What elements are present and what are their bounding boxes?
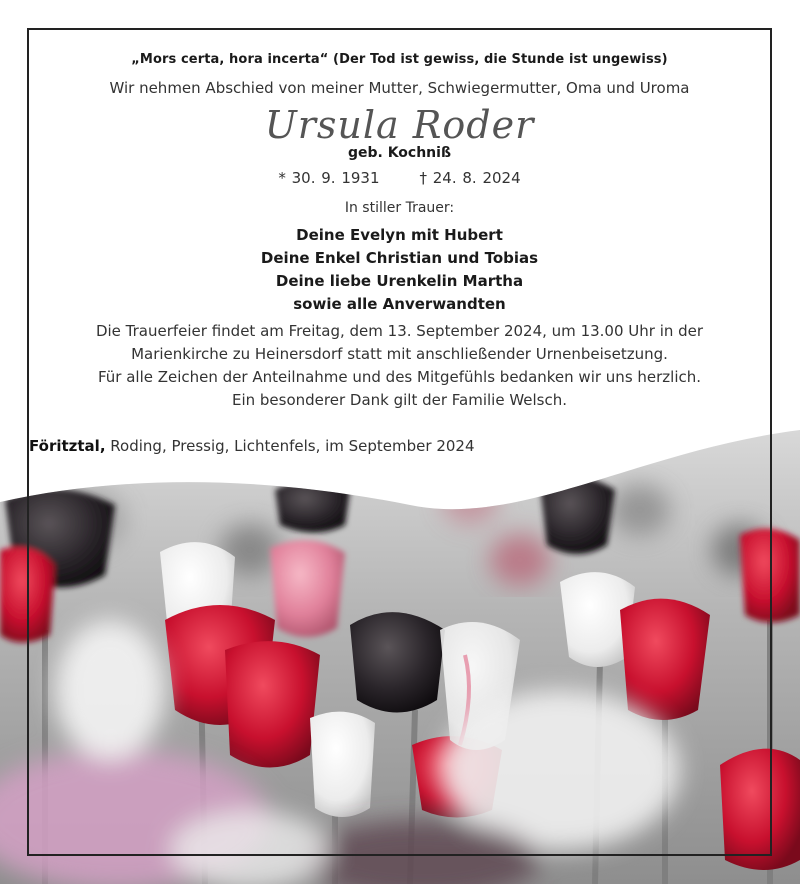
mourner-line: Deine Enkel Christian und Tobias <box>260 249 539 267</box>
mourning-heading: In stiller Trauer: <box>344 200 455 216</box>
place-others: Roding, Pressig, Lichtenfels, im September 2024 <box>105 437 475 455</box>
deceased-name: Ursula Roder <box>264 103 535 147</box>
info-line: Die Trauerfeier findet am Freitag, dem 13. September 2024, um 13.00 Uhr in der <box>95 322 704 340</box>
info-line: Ein besonderer Dank gilt der Familie Welsch. <box>231 391 568 409</box>
birth-date: * 30. 9. 1931 <box>278 169 380 187</box>
maiden-name: geb. Kochniß <box>347 145 452 161</box>
place-date-line <box>29 437 475 455</box>
place-main: Föritztal, <box>29 437 106 455</box>
mourners-list <box>29 224 770 316</box>
tulip-field-photo <box>0 430 800 884</box>
funeral-info <box>29 320 770 412</box>
mourner-line: Deine Evelyn mit Hubert <box>296 226 503 244</box>
life-dates <box>29 169 770 187</box>
info-line: Für alle Zeichen der Anteilnahme und des Mitgefühls bedanken wir uns herzlich. <box>97 368 702 386</box>
death-date: † 24. 8. 2024 <box>419 169 521 187</box>
intro-line: Wir nehmen Abschied von meiner Mutter, Schwiegermutter, Oma und Uroma <box>109 79 690 97</box>
info-line: Marienkirche zu Heinersdorf statt mit anschließender Urnenbeisetzung. <box>131 345 668 363</box>
mourner-line: Deine liebe Urenkelin Martha <box>275 272 524 290</box>
mourner-line: sowie alle Anverwandten <box>293 295 506 313</box>
obituary-text <box>29 30 770 412</box>
motto: „Mors certa, hora incerta“ (Der Tod ist gewiss, die Stunde ist ungewiss) <box>131 52 668 67</box>
